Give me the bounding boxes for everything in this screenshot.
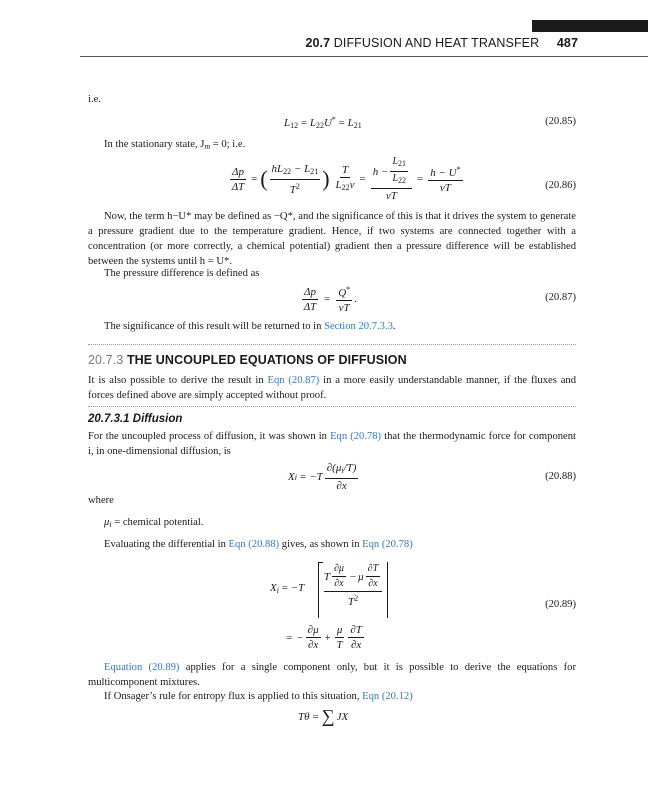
eqn-20-88-link[interactable]: Eqn (20.88) <box>228 539 280 550</box>
mu-sub: i <box>109 520 112 529</box>
paragraph-also <box>88 373 576 403</box>
equation-number-89: (20.89) <box>545 599 576 610</box>
paragraph-eq89 <box>88 660 576 690</box>
uncoupled-pre: For the uncoupled process of diffusion, it was shown in <box>88 431 331 442</box>
also-post: in a more easily understandable manner, if the fluxes and forces defined above are simply accepted without proof. <box>88 375 577 401</box>
subsection-heading: 20.7.3.1 Diffusion <box>88 413 183 425</box>
mu-definition <box>104 515 203 532</box>
eqn-20-78-link-2[interactable]: Eqn (20.78) <box>362 539 413 550</box>
onsager-text <box>104 689 413 704</box>
ie-text: i.e. <box>88 94 101 105</box>
also-pre: It is also possible to derive the result in <box>88 375 268 386</box>
evaluating-text <box>104 537 413 552</box>
equation-20-89-line1: $X_i = -T$ <box>270 582 305 595</box>
significance-pre: The significance of this result will be returned to in <box>104 321 325 332</box>
equation-number-87: (20.87) <box>545 292 576 303</box>
onsager-pre: If Onsager’s rule for entropy flux is applied to this situation, <box>104 691 363 702</box>
equation-20-86: $\frac{\Delta p}{\Delta T}$ = ( $\frac{hL_{22} - L_{21}}{T^2}$ ) $\frac{T}{L_{22}v}$ = h − $\frac{L_{21}}{L_{22}}$ vT = $\frac{h - U^*}{vT}$ <box>231 156 461 202</box>
eval-mid: gives, as shown in <box>279 539 363 550</box>
eqn-20-87-link[interactable]: Eqn (20.87) <box>267 375 320 386</box>
stationary-tail: = 0; i.e. <box>210 139 246 150</box>
equation-20-89-line2: = − $\frac{\partial\mu}{\partial x}$ + $\frac{\mu}{T}$ $\frac{\partial T}{\partial x}$ <box>286 624 362 651</box>
paragraph-now: Now, the term h−U* may be defined as −Q*, and the significance of this is that it drives the system to generate a pressure gradient due to the temperature gradient. Hence, if two systems are connected together with a concentration (or more correctly, a chemical potential) gradient then a pressure difference will be established between the systems until h = U*. <box>88 211 576 267</box>
stationary-lead: In the stationary state, J <box>104 139 205 150</box>
eqn-20-12-link[interactable]: Eqn (20.12) <box>362 691 413 702</box>
header-bar <box>532 20 648 32</box>
running-head-title: DIFFUSION AND HEAT TRANSFER <box>333 36 540 50</box>
equation-number-86: (20.86) <box>545 180 576 191</box>
mu-symbol: μ <box>104 517 110 528</box>
equation-20-88: X i = −T $\frac{\partial(\mu_i/T)}{\partial x}$ <box>288 462 357 492</box>
eval-pre: Evaluating the differential in <box>104 539 229 550</box>
eq89-post: applies for a single component only, but it is possible to derive the equations for multicomponent mixtures. <box>88 662 577 688</box>
equation-20-89-link[interactable]: Equation (20.89) <box>104 662 180 673</box>
mu-tail: = chemical potential. <box>111 517 204 528</box>
page-number: 487 <box>556 36 578 50</box>
header-rule <box>80 56 648 57</box>
paragraph-uncoupled <box>88 429 576 459</box>
stationary-sub: m <box>204 142 211 151</box>
significance-post: . <box>392 321 396 332</box>
equation-20-87: $\frac{\Delta p}{\Delta T}$ = $\frac{Q^*}{vT}$ . <box>303 285 357 314</box>
running-head <box>305 36 578 50</box>
running-head-section: 20.7 <box>305 36 331 50</box>
where-text: where <box>88 495 114 506</box>
uncoupled-post: that the thermodynamic force for component i, in one-dimensional diffusion, is <box>88 431 577 457</box>
equation-number-85: (20.85) <box>545 116 576 127</box>
stationary-text <box>104 137 245 154</box>
pressure-diff-text: The pressure difference is defined as <box>104 268 260 279</box>
section-number: 20.7.3 <box>88 353 124 367</box>
eqn-20-78-link[interactable]: Eqn (20.78) <box>330 431 382 442</box>
equation-20-89-bracket-content: T $\frac{\partial\mu}{\partial x}$ − μ $\frac{\partial T}{\partial x}$ $T^2$ <box>324 563 382 608</box>
section-title: THE UNCOUPLED EQUATIONS OF DIFFUSION <box>126 353 407 367</box>
equation-number-88: (20.88) <box>545 471 576 482</box>
equation-entropy-flux: Tθ = ∑ JX <box>298 706 349 726</box>
section-heading <box>88 353 407 367</box>
subsection-rule <box>88 406 576 407</box>
significance-text <box>104 319 396 334</box>
equation-20-85: $L_{12} = L_{22}U^* = L_{21}$ <box>284 115 362 130</box>
section-20-7-3-3-link[interactable]: Section 20.7.3.3 <box>324 321 393 332</box>
section-rule <box>88 344 576 345</box>
